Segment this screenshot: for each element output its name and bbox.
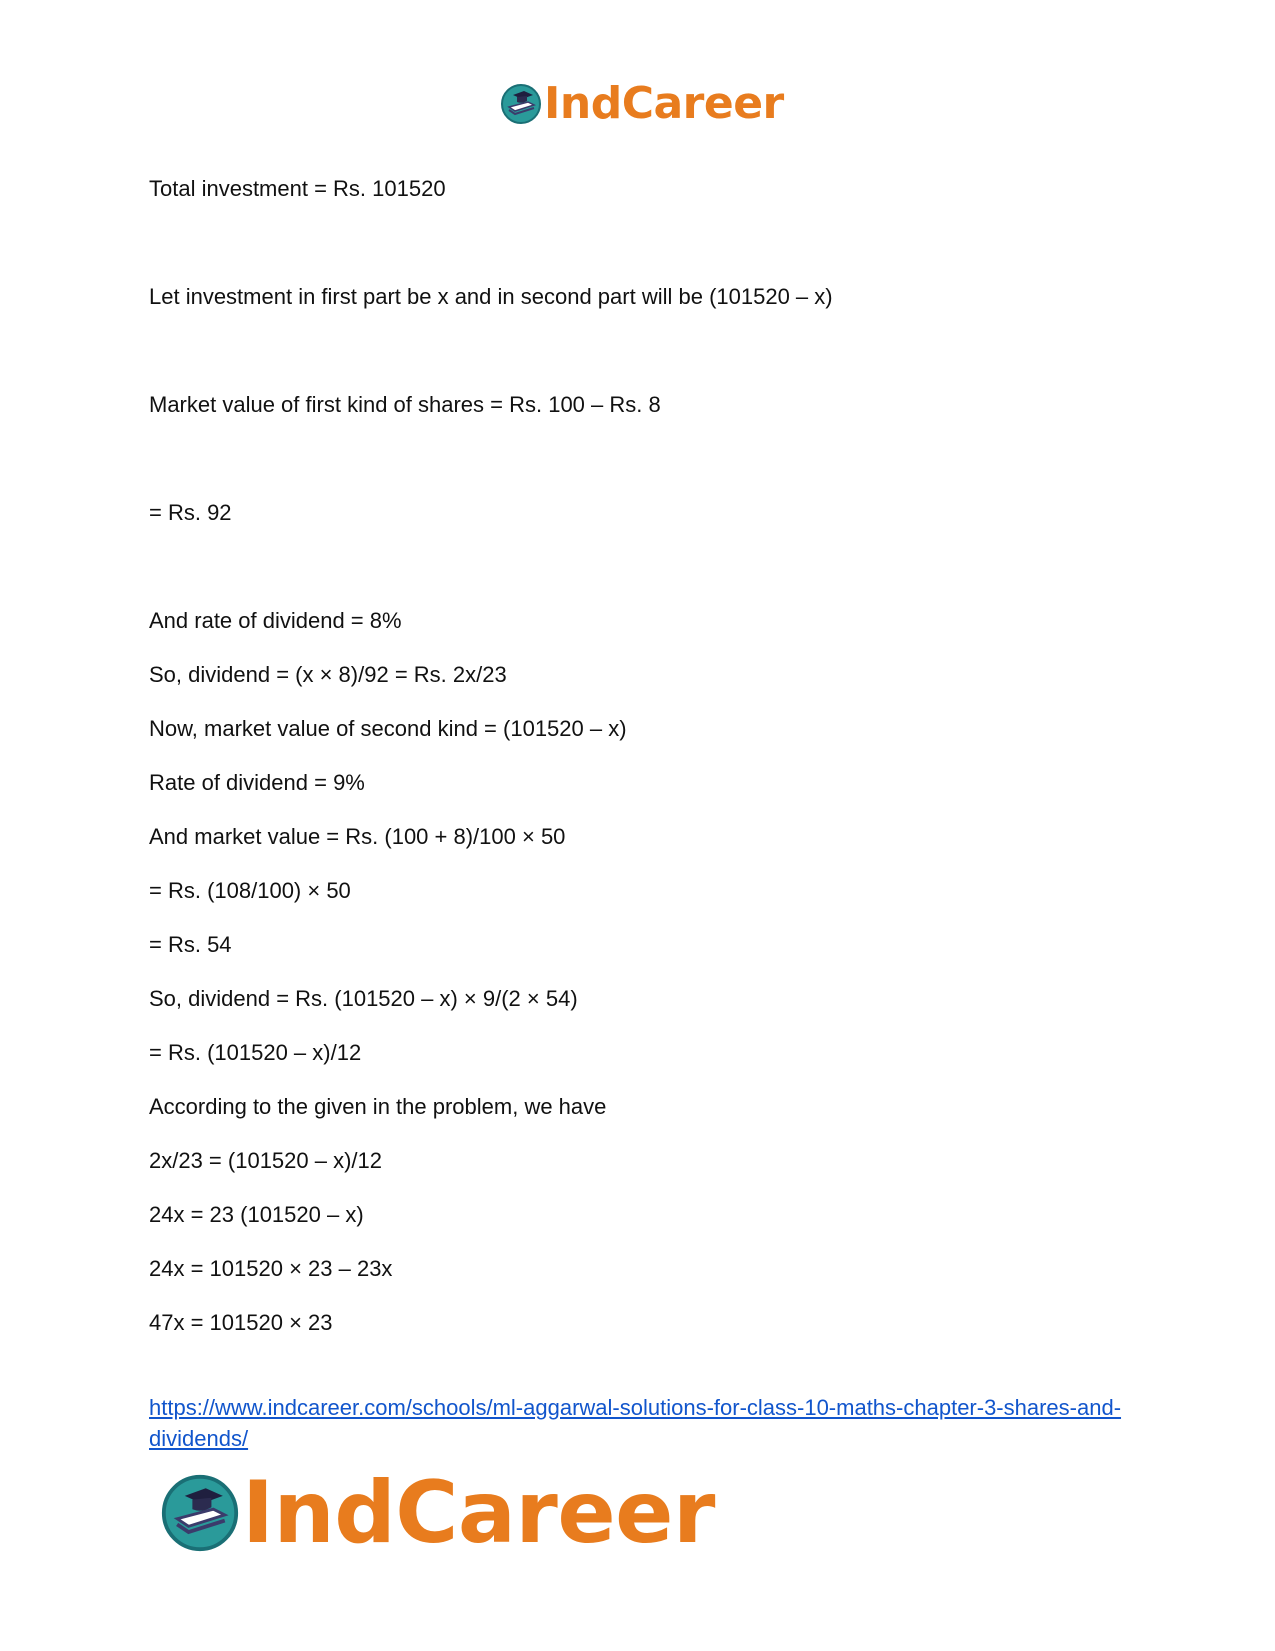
- logo-wordmark: IndCareer: [544, 78, 784, 129]
- logo-wordmark: IndCareer: [242, 1463, 715, 1563]
- source-link[interactable]: https://www.indcareer.com/schools/ml-aggarwal-solutions-for-class-10-maths-chapter-3-shares-and-dividends/: [149, 1395, 1122, 1451]
- header-logo: [500, 78, 784, 130]
- text-line: According to the given in the problem, we have: [149, 1094, 607, 1119]
- text-line: So, dividend = (x × 8)/92 = Rs. 2x/23: [149, 662, 507, 687]
- text-line: And market value = Rs. (100 + 8)/100 × 50: [149, 824, 566, 849]
- text-line: = Rs. 92: [149, 500, 232, 525]
- text-line: 2x/23 = (101520 – x)/12: [149, 1148, 382, 1173]
- text-line: = Rs. (108/100) × 50: [149, 878, 351, 903]
- text-line: Total investment = Rs. 101520: [149, 176, 446, 201]
- text-line: 24x = 23 (101520 – x): [149, 1202, 364, 1227]
- text-line: = Rs. (101520 – x)/12: [149, 1040, 362, 1065]
- text-line: Market value of first kind of shares = Rs. 100 – Rs. 8: [149, 392, 661, 417]
- globe-book-icon: [160, 1473, 240, 1553]
- text-line: Rate of dividend = 9%: [149, 770, 365, 795]
- globe-book-icon: [500, 83, 542, 125]
- text-line: = Rs. 54: [149, 932, 232, 957]
- text-line: 24x = 101520 × 23 – 23x: [149, 1256, 393, 1281]
- text-line: 47x = 101520 × 23: [149, 1310, 333, 1335]
- text-line: Now, market value of second kind = (101520 – x): [149, 716, 627, 741]
- text-line: Let investment in first part be x and in second part will be (101520 – x): [149, 284, 833, 309]
- footer-logo: [160, 1465, 715, 1561]
- text-line: And rate of dividend = 8%: [149, 608, 402, 633]
- text-line: So, dividend = Rs. (101520 – x) × 9/(2 × 54): [149, 986, 578, 1011]
